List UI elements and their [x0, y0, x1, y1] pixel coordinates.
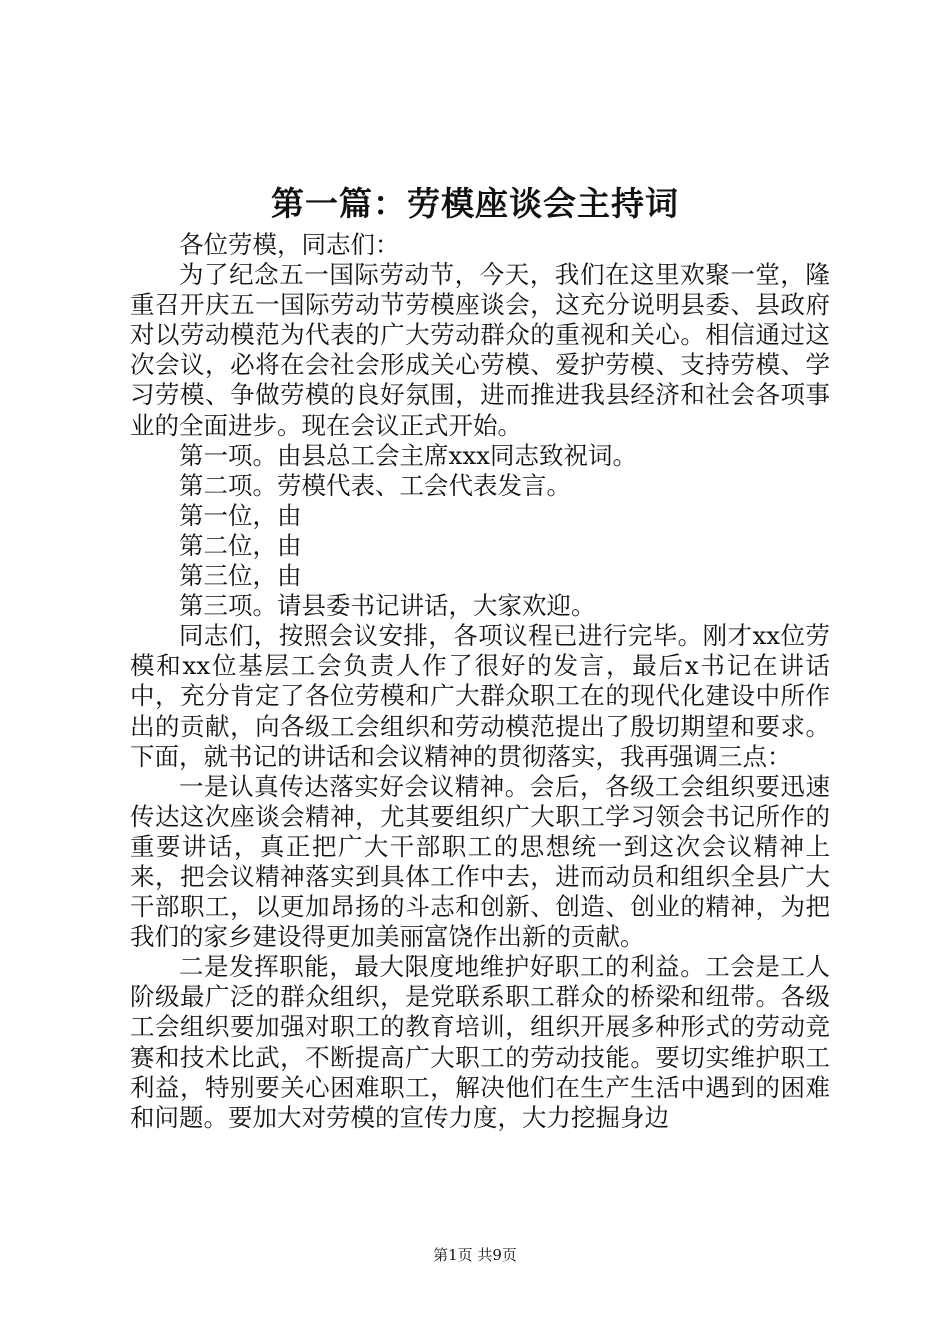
- paragraph-speaker-2: 第二位，由: [179, 530, 302, 560]
- paragraph-summary: 同志们，按照会议安排，各项议程已进行完毕。刚才xx位劳模和xx位基层工会负责人作了很好的发言，最后x书记在讲话中，充分肯定了各位劳模和广大群众职工在的现代化建设中所作出的贡献，向各级工会组织和劳动模范提出了殷切期望和要求。下面，就书记的讲话和会议精神的贯彻落实，我再强调三点：: [130, 621, 830, 771]
- paragraph-point-1: 一是认真传达落实好会议精神。会后，各级工会组织要迅速传达这次座谈会精神，尤其要组织广大职工学习领会书记所作的重要讲话，真正把广大干部职工的思想统一到这次会议精神上来，把会议精神落实到具体工作中去，进而动员和组织全县广大干部职工，以更加昂扬的斗志和创新、创造、创业的精神，为把我们的家乡建设得更加美丽富饶作出新的贡献。: [130, 771, 830, 952]
- paragraph-opening: 为了纪念五一国际劳动节，今天，我们在这里欢聚一堂，隆重召开庆五一国际劳动节劳模座谈会，这充分说明县委、县政府对以劳动模范为代表的广大劳动群众的重视和关心。相信通过这次会议，必将在会社会形成关心劳模、爱护劳模、支持劳模、学习劳模、争做劳模的良好氛围，进而推进我县经济和社会各项事业的全面进步。现在会议正式开始。: [130, 260, 830, 440]
- paragraph-point-2: 二是发挥职能，最大限度地维护好职工的利益。工会是工人阶级最广泛的群众组织，是党联系职工群众的桥梁和纽带。各级工会组织要加强对职工的教育培训，组织开展多种形式的劳动竞赛和技术比武，不断提高广大职工的劳动技能。要切实维护职工利益，特别要关心困难职工，解决他们在生产生活中遇到的困难和问题。要加大对劳模的宣传力度，大力挖掘身边: [130, 952, 830, 1132]
- paragraph-greeting: 各位劳模，同志们：: [179, 230, 400, 259]
- page-footer: 第1页 共9页: [433, 1246, 517, 1264]
- paragraph-item-1: 第一项。由县总工会主席xxx同志致祝词。: [179, 440, 637, 470]
- paragraph-item-2: 第二项。劳模代表、工会代表发言。: [179, 470, 571, 500]
- document-title: 第一篇：劳模座谈会主持词: [271, 184, 679, 223]
- paragraph-speaker-1: 第一位，由: [179, 500, 302, 530]
- paragraph-speaker-3: 第三位，由: [179, 561, 302, 591]
- paragraph-item-3: 第三项。请县委书记讲话，大家欢迎。: [179, 591, 596, 621]
- document-body: [130, 230, 830, 1133]
